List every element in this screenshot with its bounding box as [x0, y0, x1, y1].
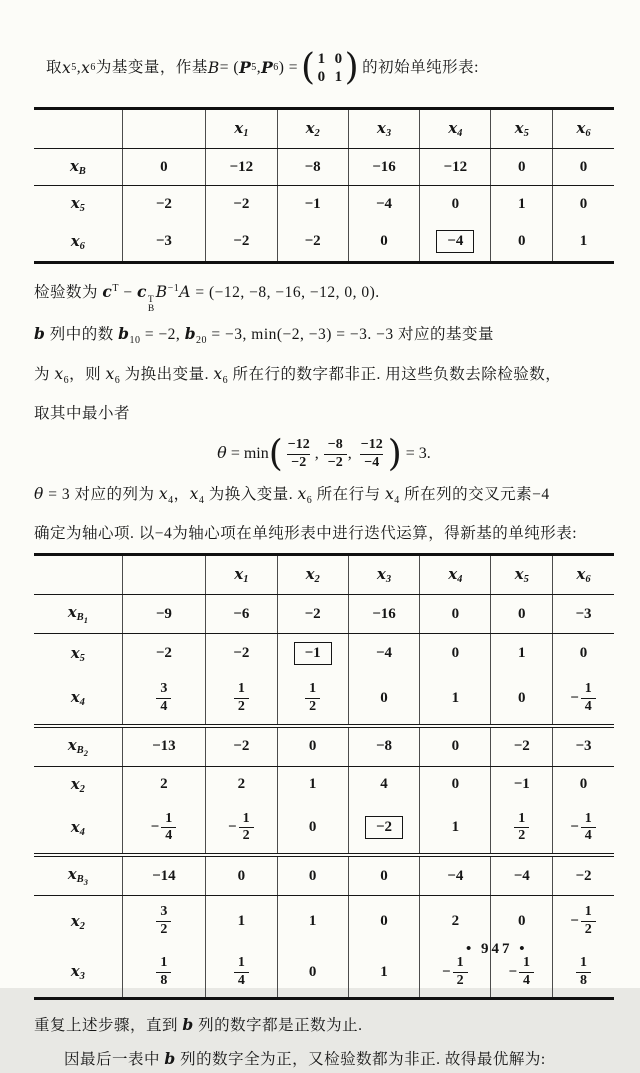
value-cell: 0: [206, 855, 277, 896]
fraction-value: $\frac{1}{2}$: [305, 681, 320, 716]
value-cell: −1: [491, 766, 552, 803]
row-label-cell: $x_2$: [70, 774, 85, 795]
take-min-line: 取其中最小者: [34, 405, 131, 423]
column-header-cell: $x_2$: [277, 556, 348, 595]
value-cell: 0: [277, 855, 348, 896]
value-cell: 1: [420, 673, 491, 726]
value-cell: 0: [491, 595, 552, 634]
simplex-table: [34, 110, 614, 261]
table-row: [34, 186, 614, 223]
value-cell: 0: [348, 896, 419, 947]
value-cell: 2: [122, 766, 206, 803]
table-row: [34, 726, 614, 767]
value-cell: −9: [122, 595, 206, 634]
value-cell: 0: [277, 947, 348, 998]
identity-matrix: ( 1 0 0 1 ): [301, 47, 360, 88]
table-row: [34, 149, 614, 186]
value-cell: 1: [552, 222, 614, 261]
row-label-cell: $x_4$: [70, 817, 85, 838]
value-cell: −3: [552, 726, 614, 767]
value-cell: 0: [420, 186, 491, 223]
row-label-cell: $x_4$: [70, 688, 85, 709]
value-cell: −16: [348, 149, 419, 186]
value-cell: −2: [491, 726, 552, 767]
value-cell: [420, 222, 491, 261]
value-cell: −16: [348, 595, 419, 634]
value-cell: [122, 947, 206, 998]
empty-header-cell: [34, 110, 122, 149]
value-cell: [122, 673, 206, 726]
row-label-cell: $x_{B3}$: [34, 855, 122, 896]
value-cell: −4: [348, 634, 419, 674]
value-cell: 4: [348, 766, 419, 803]
row-label-cell: $x_B$: [34, 149, 122, 186]
table-row: [34, 855, 614, 896]
repeat-steps-line: 重复上述步骤，直到 b 列的数字都是正数为止.: [34, 1015, 363, 1035]
theta-formula: θ = min( $\frac{-12}{-2}$ , $\frac{-8}{-2}$ , $\frac{-12}{-4}$ ) = 3.: [217, 433, 431, 475]
fraction-value: $\frac{1}{8}$: [576, 955, 591, 990]
value-cell: −3: [122, 222, 206, 261]
value-cell: [348, 803, 419, 856]
table-row: [34, 673, 614, 726]
value-cell: [491, 803, 552, 856]
initial-simplex-table: [34, 107, 614, 264]
column-header-cell: $x_6$: [552, 556, 614, 595]
value-cell: −6: [206, 595, 277, 634]
column-header-cell: $x_2$: [277, 110, 348, 149]
value-cell: 0: [420, 726, 491, 767]
value-cell: −1: [277, 186, 348, 223]
big-parenthesis: (: [268, 433, 283, 475]
fraction-value: $\frac{-12}{-2}$: [287, 437, 310, 471]
value-cell: −3: [552, 595, 614, 634]
pivot-boxed-value: −4: [436, 230, 474, 253]
table-row: [34, 634, 614, 674]
value-cell: − $\frac{1}{2}$: [552, 896, 614, 947]
value-cell: −4: [348, 186, 419, 223]
value-cell: 0: [552, 186, 614, 223]
fraction-value: $\frac{1}{4}$: [581, 811, 596, 846]
value-cell: 2: [420, 896, 491, 947]
fraction-value: $\frac{1}{8}$: [156, 955, 171, 990]
intro-paragraph: 取 x 5 , x 6 为基变量，作基 B = ( P 5 , P 6 ) = ( 1 0 0 1 ) 的初始单纯形表:: [46, 47, 479, 88]
value-cell: − $\frac{1}{2}$: [420, 947, 491, 998]
value-cell: −2: [122, 634, 206, 674]
value-cell: −12: [206, 149, 277, 186]
conclusion-line: 因最后一表中 b 列的数字全为正，又检验数都为非正. 故得最优解为:: [64, 1049, 546, 1069]
fraction-value: $\frac{1}{4}$: [161, 811, 176, 846]
empty-header-cell: [34, 556, 122, 595]
value-cell: 0: [348, 855, 419, 896]
table-row: [34, 595, 614, 634]
b-column-line: b 列中的数 $b_{10} = -2$, $b_{20} = -3$, min(−2, −3) = −3. −3 对应的基变量: [34, 324, 495, 347]
fraction-value: $\frac{1}{2}$: [234, 681, 249, 716]
value-cell: 0: [552, 766, 614, 803]
value-cell: − $\frac{1}{4}$: [122, 803, 206, 856]
value-cell: −2: [277, 222, 348, 261]
value-cell: 0: [552, 634, 614, 674]
value-cell: 1: [348, 947, 419, 998]
fraction-value: $\frac{1}{2}$: [581, 904, 596, 939]
theta-column-line: θ = 3 对应的列为 $x_4$，$x_4$ 为换入变量. $x_6$ 所在行与 $x_4$ 所在列的交叉元素−4: [34, 484, 550, 507]
check-numbers-line: 检验数为 $c^T - c$ T B $B^{-1}A = (-12$, −8, −16, −12, 0, 0).: [34, 282, 380, 315]
row-label-cell: $x_{B1}$: [34, 595, 122, 634]
value-cell: −4: [420, 855, 491, 896]
column-header-cell: $x_1$: [206, 556, 277, 595]
fraction-value: $\frac{1}{2}$: [453, 955, 468, 990]
value-cell: −8: [348, 726, 419, 767]
value-cell: −4: [491, 855, 552, 896]
column-header-cell: $x_3$: [348, 556, 419, 595]
value-cell: 0: [491, 896, 552, 947]
pivot-boxed-value: −1: [294, 642, 332, 665]
value-cell: 0: [348, 673, 419, 726]
value-cell: 0: [122, 149, 206, 186]
value-cell: [122, 896, 206, 947]
value-cell: 0: [277, 803, 348, 856]
value-cell: − $\frac{1}{4}$: [552, 803, 614, 856]
value-cell: − $\frac{1}{2}$: [206, 803, 277, 856]
fraction-value: $\frac{3}{2}$: [156, 904, 171, 939]
fraction-value: $\frac{1}{4}$: [519, 955, 534, 990]
value-cell: 0: [491, 149, 552, 186]
value-cell: −14: [122, 855, 206, 896]
table-row: [34, 766, 614, 803]
value-cell: 1: [277, 896, 348, 947]
fraction-value: $\frac{-12}{-4}$: [360, 437, 383, 471]
value-cell: [206, 947, 277, 998]
leaving-variable-line: 为 $x_6$，则 $x_6$ 为换出变量. $x_6$ 所在行的数字都非正. 用这些负数去除检验数，: [34, 365, 562, 387]
value-cell: [277, 673, 348, 726]
column-header-cell: $x_4$: [420, 110, 491, 149]
iteration-simplex-table: [34, 553, 614, 1000]
value-cell: − $\frac{1}{4}$: [552, 673, 614, 726]
fraction-value: $\frac{1}{2}$: [239, 811, 254, 846]
value-cell: 1: [420, 803, 491, 856]
value-cell: 0: [420, 595, 491, 634]
value-cell: 0: [348, 222, 419, 261]
pivot-line: 确定为轴心项. 以−4为轴心项在单纯形表中进行迭代运算，得新基的单纯形表:: [34, 525, 578, 543]
value-cell: −2: [206, 634, 277, 674]
value-cell: 1: [491, 186, 552, 223]
value-cell: 1: [491, 634, 552, 674]
page-number: • 947 •: [466, 941, 528, 957]
value-cell: −13: [122, 726, 206, 767]
value-cell: −2: [552, 855, 614, 896]
fraction-value: $\frac{1}{4}$: [581, 681, 596, 716]
column-header-cell: $x_6$: [552, 110, 614, 149]
big-parenthesis: ): [387, 433, 402, 475]
value-cell: 1: [277, 766, 348, 803]
column-header-cell: $x_5$: [491, 556, 552, 595]
column-header-cell: $x_1$: [206, 110, 277, 149]
value-cell: 0: [420, 634, 491, 674]
empty-header-cell: [122, 556, 206, 595]
fraction-value: $\frac{1}{4}$: [234, 955, 249, 990]
value-cell: −2: [206, 222, 277, 261]
value-cell: 0: [552, 149, 614, 186]
value-cell: 1: [206, 896, 277, 947]
row-label-cell: $x_{B2}$: [34, 726, 122, 767]
value-cell: −2: [206, 726, 277, 767]
column-header-cell: $x_3$: [348, 110, 419, 149]
table-header-row: [34, 556, 614, 595]
table-row: [34, 803, 614, 856]
column-header-cell: $x_5$: [491, 110, 552, 149]
table-header-row: [34, 110, 614, 149]
value-cell: 0: [491, 222, 552, 261]
fraction-value: $\frac{3}{4}$: [156, 681, 171, 716]
pivot-boxed-value: −2: [365, 816, 403, 839]
value-cell: [206, 673, 277, 726]
value-cell: 2: [206, 766, 277, 803]
value-cell: [552, 947, 614, 998]
value-cell: −8: [277, 149, 348, 186]
column-header-cell: $x_4$: [420, 556, 491, 595]
table-row: [34, 896, 614, 947]
value-cell: −2: [206, 186, 277, 223]
fraction-value: $\frac{1}{2}$: [514, 811, 529, 846]
value-cell: 0: [277, 726, 348, 767]
table-row: [34, 222, 614, 261]
fraction-value: $\frac{-8}{-2}$: [324, 437, 347, 472]
empty-header-cell: [122, 110, 206, 149]
value-cell: −2: [277, 595, 348, 634]
row-label-cell: $x_3$: [70, 962, 85, 983]
value-cell: 0: [420, 766, 491, 803]
row-label-cell: $x_2$: [70, 911, 85, 932]
value-cell: − $\frac{1}{4}$: [491, 947, 552, 998]
value-cell: −2: [122, 186, 206, 223]
row-label-cell: $x_5$: [70, 194, 85, 214]
row-label-cell: $x_5$: [70, 643, 85, 664]
row-label-cell: $x_6$: [70, 231, 85, 252]
value-cell: [277, 634, 348, 674]
simplex-table: [34, 556, 614, 997]
value-cell: 0: [491, 673, 552, 726]
value-cell: −12: [420, 149, 491, 186]
